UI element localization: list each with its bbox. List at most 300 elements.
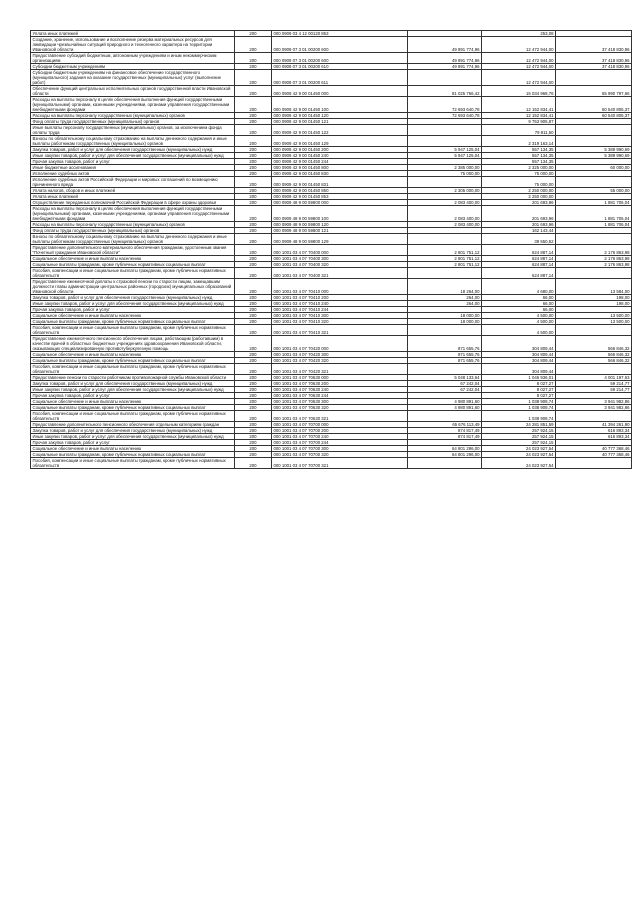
row-approved-amount: 72 693 640,78: [408, 113, 482, 119]
row-remaining-amount: 60 540 806,37: [556, 113, 632, 119]
table-row: [31, 97, 632, 113]
row-line-code: 200: [235, 64, 272, 70]
row-line-code: 200: [235, 194, 272, 200]
row-line-code: 200: [235, 245, 272, 256]
row-description: Предоставление ежемесячного пенсионного обеспечения лицам, работающим (работавшим) в качестве врачей в областных бюджетных учреждениях здравоохранения Ивановской области, оказывающих специализированную противотуберкулезную помощь: [31, 336, 235, 352]
row-executed-amount: 257 924,15: [482, 440, 556, 446]
row-remaining-amount: [556, 325, 632, 336]
row-remaining-amount: 1 881 706,04: [556, 222, 632, 228]
table-row: [31, 53, 632, 64]
row-remaining-amount: 3 941 982,86: [556, 405, 632, 411]
row-executed-amount: 75 000,00: [482, 171, 556, 177]
row-line-code: 200: [235, 262, 272, 268]
row-remaining-amount: 40 777 368,46: [556, 446, 632, 452]
row-line-code: 200: [235, 405, 272, 411]
row-remaining-amount: 198,00: [556, 295, 632, 301]
row-budget-code: 000 1001 03 4 07 70630 300: [272, 399, 408, 405]
table-row: [31, 325, 632, 336]
row-budget-code: 000 1001 03 4 07 70410 321: [272, 325, 408, 336]
row-executed-amount: 253,08: [482, 31, 556, 37]
row-approved-amount: 49 891 774,96: [408, 53, 482, 64]
row-budget-code: 000 1001 03 4 07 70410 320: [272, 319, 408, 325]
row-executed-amount: 201 693,96: [482, 206, 556, 222]
row-approved-amount: 49 891 774,96: [408, 64, 482, 70]
row-budget-code: 000 0909 42 9 00 01450 200: [272, 147, 408, 153]
row-description: Социальное обеспечение и иные выплаты населению: [31, 446, 235, 452]
row-description: Уплата налогов, сборов и иных платежей: [31, 188, 235, 194]
row-executed-amount: 1 038 908,74: [482, 405, 556, 411]
row-remaining-amount: 2 176 863,98: [556, 256, 632, 262]
row-budget-code: 000 0909 42 9 00 01450 831: [272, 177, 408, 188]
row-budget-code: 000 0909 42 9 00 01450 800: [272, 165, 408, 171]
row-description: Иные закупки товаров, работ и услуг для обеспечения государственных (муниципальных) нужд: [31, 387, 235, 393]
row-budget-code: 000 1001 03 4 07 70400 300: [272, 256, 408, 262]
row-approved-amount: 874 817,49: [408, 428, 482, 434]
row-approved-amount: [408, 268, 482, 279]
row-approved-amount: 874 817,49: [408, 434, 482, 440]
row-approved-amount: [408, 136, 482, 147]
row-line-code: 200: [235, 125, 272, 136]
row-description: Расходы на выплаты персоналу в целях обеспечения выполнения функций государственными (муниципальными) органами, казенными учреждениями, органами управления государственными внебюджетными фондами: [31, 206, 235, 222]
row-description: Закупка товаров, работ и услуг для обеспечения государственных (муниципальных) нужд: [31, 147, 235, 153]
row-budget-code: 000 1001 03 4 07 70630 200: [272, 381, 408, 387]
row-executed-amount: 8 027,27: [482, 393, 556, 399]
row-budget-code: 000 1001 03 4 07 70410 300: [272, 313, 408, 319]
row-description: Пособия, компенсации и иные социальные выплаты гражданам, кроме публичных нормативных обязательств: [31, 268, 235, 279]
row-approved-amount: [408, 70, 482, 86]
row-executed-amount: 624 887,14: [482, 256, 556, 262]
row-approved-amount: 264,00: [408, 295, 482, 301]
row-description: Социальное обеспечение и иные выплаты населению: [31, 352, 235, 358]
row-description: Взносы по обязательному социальному страхованию на выплаты денежного содержания и иные выплаты работникам государственных (муниципальных) органов: [31, 136, 235, 147]
table-row: [31, 70, 632, 86]
row-description: Предоставление дополнительного материального обеспечения гражданам, удостоенным звания "Почетный гражданин Ивановской области": [31, 245, 235, 256]
row-executed-amount: 8 027,27: [482, 381, 556, 387]
row-remaining-amount: 59 214,77: [556, 387, 632, 393]
row-description: Прочая закупка товаров, работ и услуг: [31, 159, 235, 165]
row-line-code: 200: [235, 222, 272, 228]
row-description: Субсидии бюджетным учреждениям: [31, 64, 235, 70]
row-description: Исполнение судебных актов Российской Федерации и мировых соглашений по возмещению причиненного вреда: [31, 177, 235, 188]
row-line-code: 200: [235, 97, 272, 113]
row-description: Иные закупки товаров, работ и услуг для обеспечения государственных (муниципальных) нужд: [31, 434, 235, 440]
row-line-code: 200: [235, 422, 272, 428]
row-executed-amount: 12 472 944,00: [482, 37, 556, 53]
row-budget-code: 000 0909 48 9 00 59800 120: [272, 222, 408, 228]
row-line-code: 200: [235, 86, 272, 97]
row-budget-code: 000 0909 42 9 00 01450 122: [272, 125, 408, 136]
row-executed-amount: 66,00: [482, 307, 556, 313]
row-remaining-amount: 13 584,00: [556, 279, 632, 295]
row-line-code: 200: [235, 159, 272, 165]
row-line-code: 200: [235, 31, 272, 37]
row-approved-amount: [408, 125, 482, 136]
row-remaining-amount: 616 893,34: [556, 428, 632, 434]
row-line-code: 200: [235, 119, 272, 125]
row-remaining-amount: 55 000,00: [556, 188, 632, 194]
row-remaining-amount: [556, 411, 632, 422]
row-executed-amount: 24 023 927,54: [482, 446, 556, 452]
row-executed-amount: 201 693,96: [482, 222, 556, 228]
row-remaining-amount: [556, 177, 632, 188]
row-budget-code: 000 0909 42 9 00 01450 100: [272, 97, 408, 113]
row-remaining-amount: 60 000,00: [556, 165, 632, 171]
row-executed-amount: 4 500,00: [482, 319, 556, 325]
row-approved-amount: 18 264,00: [408, 279, 482, 295]
row-executed-amount: 4 500,00: [482, 325, 556, 336]
row-executed-amount: 304 809,44: [482, 336, 556, 352]
row-description: Создание, хранение, использование и восполнение резерва материальных ресурсов для ликвидации чрезвычайных ситуаций природного и техногенного характера на территории Ивановской области: [31, 37, 235, 53]
row-description: Взносы по обязательному социальному страхованию на выплаты денежного содержания и иные выплаты работникам государственных (муниципальных) органов: [31, 234, 235, 245]
row-description: Социальные выплаты гражданам, кроме публичных нормативных социальных выплат: [31, 319, 235, 325]
row-line-code: 200: [235, 53, 272, 64]
row-executed-amount: 2 250 000,00: [482, 194, 556, 200]
row-budget-code: 000 0909 42 9 00 01450 120: [272, 113, 408, 119]
row-description: Закупка товаров, работ и услуг для обеспечения государственных (муниципальных) нужд: [31, 428, 235, 434]
row-line-code: 200: [235, 37, 272, 53]
row-budget-code: 000 1001 03 4 07 70400 320: [272, 262, 408, 268]
row-executed-amount: 304 809,44: [482, 352, 556, 358]
row-approved-amount: 4 980 891,60: [408, 399, 482, 405]
table-row: [31, 245, 632, 256]
row-executed-amount: 24 023 927,54: [482, 458, 556, 469]
expenditure-table: [30, 30, 632, 469]
row-line-code: 200: [235, 171, 272, 177]
row-budget-code: 000 1001 03 4 07 70700 300: [272, 446, 408, 452]
row-budget-code: 000 0909 42 9 00 01450 129: [272, 136, 408, 147]
row-budget-code: 000 1001 03 4 07 70410 000: [272, 279, 408, 295]
row-line-code: 200: [235, 411, 272, 422]
row-line-code: 200: [235, 319, 272, 325]
row-budget-code: 000 1001 03 4 07 70630 320: [272, 405, 408, 411]
row-description: Уплата иных платежей: [31, 31, 235, 37]
table-row: [31, 279, 632, 295]
row-approved-amount: 264,00: [408, 301, 482, 307]
row-approved-amount: 2 801 751,12: [408, 262, 482, 268]
row-executed-amount: 624 887,14: [482, 262, 556, 268]
row-description: Иные закупки товаров, работ и услуг для обеспечения государственных (муниципальных) нужд: [31, 301, 235, 307]
row-line-code: 200: [235, 206, 272, 222]
row-line-code: 200: [235, 234, 272, 245]
row-description: Прочая закупка товаров, работ и услуг: [31, 393, 235, 399]
row-remaining-amount: 3 941 982,86: [556, 399, 632, 405]
row-description: Исполнение судебных актов: [31, 171, 235, 177]
row-approved-amount: [408, 411, 482, 422]
row-executed-amount: 66,00: [482, 295, 556, 301]
row-budget-code: 000 0909 42 9 00 01450 850: [272, 188, 408, 194]
row-description: Субсидии бюджетным учреждениям на финансовое обеспечение государственного (муниципального) задания на оказание государственных (муниципальных) услуг (выполнение работ): [31, 70, 235, 86]
row-executed-amount: 12 152 834,41: [482, 113, 556, 119]
row-line-code: 200: [235, 228, 272, 234]
row-line-code: 200: [235, 307, 272, 313]
row-remaining-amount: 5 389 990,69: [556, 147, 632, 153]
row-budget-code: 000 1001 03 4 07 70630 244: [272, 393, 408, 399]
row-line-code: 200: [235, 452, 272, 458]
row-approved-amount: [408, 325, 482, 336]
row-approved-amount: 75 000,00: [408, 171, 482, 177]
row-description: Пособия, компенсации и иные социальные выплаты гражданам, кроме публичных нормативных обязательств: [31, 411, 235, 422]
row-approved-amount: 67 242,04: [408, 387, 482, 393]
row-line-code: 200: [235, 381, 272, 387]
row-approved-amount: 5 048 133,64: [408, 375, 482, 381]
row-approved-amount: 18 000,00: [408, 313, 482, 319]
row-line-code: 200: [235, 458, 272, 469]
row-line-code: 200: [235, 440, 272, 446]
row-remaining-amount: 198,00: [556, 301, 632, 307]
row-budget-code: 000 1001 03 4 07 70420 300: [272, 352, 408, 358]
row-executed-amount: 15 034 968,76: [482, 86, 556, 97]
row-executed-amount: 12 472 944,00: [482, 53, 556, 64]
row-executed-amount: 162 143,44: [482, 228, 556, 234]
row-approved-amount: 2 801 751,12: [408, 245, 482, 256]
row-description: Осуществление переданных полномочий Российской Федерации в сфере охраны здоровья: [31, 200, 235, 206]
row-line-code: 200: [235, 428, 272, 434]
row-description: Иные закупки товаров, работ и услуг для обеспечения государственных (муниципальных) нужд: [31, 153, 235, 159]
row-budget-code: 000 0909 42 9 00 01450 830: [272, 171, 408, 177]
row-remaining-amount: 4 001 197,63: [556, 375, 632, 381]
row-budget-code: 000 0909 48 9 00 59800 100: [272, 206, 408, 222]
row-approved-amount: 18 000,00: [408, 319, 482, 325]
row-description: Предоставление субсидий бюджетным, автономным учреждениям и иным некоммерческим организациям: [31, 53, 235, 64]
row-executed-amount: 2 325 000,00: [482, 165, 556, 171]
row-executed-amount: 4 500,00: [482, 313, 556, 319]
row-description: Фонд оплаты труда государственных (муниципальных) органов: [31, 228, 235, 234]
table-row: [31, 411, 632, 422]
row-remaining-amount: 2 176 863,98: [556, 245, 632, 256]
row-budget-code: 000 0909 48 9 00 59800 000: [272, 200, 408, 206]
row-budget-code: 000 0909 42 9 00 01450 240: [272, 153, 408, 159]
row-description: Социальные выплаты гражданам, кроме публичных нормативных социальных выплат: [31, 262, 235, 268]
row-line-code: 200: [235, 188, 272, 194]
row-budget-code: 000 0909 07 3 01 00200 600: [272, 53, 408, 64]
row-remaining-amount: 1 881 706,04: [556, 206, 632, 222]
row-budget-code: 000 1001 03 4 07 70400 000: [272, 245, 408, 256]
row-remaining-amount: [556, 125, 632, 136]
row-executed-amount: 2 250 000,00: [482, 188, 556, 194]
row-budget-code: 000 1001 03 4 07 70700 200: [272, 428, 408, 434]
row-line-code: 200: [235, 113, 272, 119]
row-line-code: 200: [235, 256, 272, 262]
row-budget-code: 000 1001 03 4 07 70400 321: [272, 268, 408, 279]
row-budget-code: 000 1001 03 4 07 70700 240: [272, 434, 408, 440]
row-line-code: 200: [235, 375, 272, 381]
row-line-code: 200: [235, 387, 272, 393]
table-row: [31, 458, 632, 469]
table-row: [31, 206, 632, 222]
row-description: Социальное обеспечение и иные выплаты населению: [31, 256, 235, 262]
table-row: [31, 234, 632, 245]
row-line-code: 200: [235, 177, 272, 188]
row-executed-amount: 257 924,15: [482, 434, 556, 440]
row-executed-amount: 557 134,35: [482, 159, 556, 165]
row-executed-amount: 201 693,96: [482, 200, 556, 206]
row-description: Социальные выплаты гражданам, кроме публичных нормативных социальных выплат: [31, 358, 235, 364]
row-budget-code: 000 0909 48 9 00 59800 121: [272, 228, 408, 234]
table-row: [31, 136, 632, 147]
row-description: Фонд оплаты труда государственных (муниципальных) органов: [31, 119, 235, 125]
row-budget-code: 000 1001 03 4 07 70420 000: [272, 336, 408, 352]
row-description: Расходы на выплаты персоналу в целях обеспечения выполнения функций государственными (муниципальными) органами, казенными учреждениями, органами управления государственными внебюджетными фондами: [31, 97, 235, 113]
row-executed-amount: 1 038 908,74: [482, 411, 556, 422]
row-line-code: 200: [235, 336, 272, 352]
row-executed-amount: 2 319 163,14: [482, 136, 556, 147]
row-executed-amount: 257 924,15: [482, 428, 556, 434]
row-executed-amount: 8 027,27: [482, 387, 556, 393]
row-description: Расходы на выплаты персоналу государственных (муниципальных) органов: [31, 113, 235, 119]
row-budget-code: 000 1001 03 4 07 70700 320: [272, 452, 408, 458]
row-approved-amount: 2 083 400,00: [408, 200, 482, 206]
row-description: Прочая закупка товаров, работ и услуг: [31, 307, 235, 313]
row-budget-code: 000 1001 03 4 07 70410 244: [272, 307, 408, 313]
row-approved-amount: [408, 234, 482, 245]
row-executed-amount: 624 887,14: [482, 268, 556, 279]
row-approved-amount: 49 891 774,96: [408, 37, 482, 53]
row-description: Закупка товаров, работ и услуг для обеспечения государственных (муниципальных) нужд: [31, 381, 235, 387]
row-remaining-amount: 5 389 990,69: [556, 153, 632, 159]
row-line-code: 200: [235, 352, 272, 358]
row-description: Социальные выплаты гражданам, кроме публичных нормативных социальных выплат: [31, 405, 235, 411]
row-budget-code: 000 1001 03 4 07 70410 240: [272, 301, 408, 307]
row-line-code: 200: [235, 147, 272, 153]
row-remaining-amount: 13 500,00: [556, 313, 632, 319]
row-approved-amount: 2 801 751,12: [408, 256, 482, 262]
table-row: [31, 336, 632, 352]
row-budget-code: 000 0909 48 9 00 59800 129: [272, 234, 408, 245]
table-row: [31, 177, 632, 188]
row-description: Иные выплаты персоналу государственных (муниципальных) органов, за исключением фонда оплаты труда: [31, 125, 235, 136]
row-budget-code: 000 0909 42 9 00 01450 000: [272, 86, 408, 97]
row-remaining-amount: 2 176 863,98: [556, 262, 632, 268]
row-remaining-amount: 37 418 830,96: [556, 64, 632, 70]
row-approved-amount: 64 801 296,00: [408, 452, 482, 458]
row-executed-amount: 557 134,35: [482, 153, 556, 159]
row-approved-amount: 67 242,04: [408, 381, 482, 387]
row-description: Предоставление пенсии по старости работникам противопожарной службы Ивановской области: [31, 375, 235, 381]
row-executed-amount: 39 550,52: [482, 234, 556, 245]
row-remaining-amount: [556, 458, 632, 469]
row-description: Социальные выплаты гражданам, кроме публичных нормативных социальных выплат: [31, 452, 235, 458]
row-approved-amount: 871 655,76: [408, 336, 482, 352]
row-executed-amount: 75 000,00: [482, 177, 556, 188]
row-line-code: 200: [235, 393, 272, 399]
row-executed-amount: 304 809,44: [482, 364, 556, 375]
row-approved-amount: 5 947 125,04: [408, 153, 482, 159]
row-executed-amount: 12 472 944,00: [482, 70, 556, 86]
row-approved-amount: 65 676 113,49: [408, 422, 482, 428]
row-approved-amount: 2 385 000,00: [408, 165, 482, 171]
row-budget-code: 000 1001 03 4 07 70410 200: [272, 295, 408, 301]
row-budget-code: 000 0909 03 4 12 00120 853: [272, 31, 408, 37]
row-approved-amount: 2 083 400,00: [408, 222, 482, 228]
row-approved-amount: 5 947 125,04: [408, 147, 482, 153]
row-description: Пособия, компенсации и иные социальные выплаты гражданам, кроме публичных нормативных обязательств: [31, 458, 235, 469]
row-approved-amount: 871 655,76: [408, 352, 482, 358]
row-approved-amount: [408, 364, 482, 375]
row-remaining-amount: 566 846,32: [556, 352, 632, 358]
row-approved-amount: 4 980 891,60: [408, 405, 482, 411]
table-row: [31, 364, 632, 375]
row-approved-amount: 64 801 296,00: [408, 446, 482, 452]
row-executed-amount: 304 809,44: [482, 358, 556, 364]
row-remaining-amount: [556, 364, 632, 375]
row-budget-code: 000 1001 03 4 07 70420 320: [272, 358, 408, 364]
row-line-code: 200: [235, 358, 272, 364]
row-remaining-amount: 40 777 368,46: [556, 452, 632, 458]
row-approved-amount: [408, 458, 482, 469]
row-executed-amount: 24 023 927,54: [482, 452, 556, 458]
row-remaining-amount: 616 893,34: [556, 434, 632, 440]
row-remaining-amount: [556, 268, 632, 279]
row-description: Социальное обеспечение и иные выплаты населению: [31, 399, 235, 405]
row-line-code: 200: [235, 200, 272, 206]
row-line-code: 200: [235, 399, 272, 405]
row-line-code: 200: [235, 165, 272, 171]
row-description: Расходы на выплаты персоналу государственных (муниципальных) органов: [31, 222, 235, 228]
row-executed-amount: 624 887,14: [482, 245, 556, 256]
row-executed-amount: 79 811,50: [482, 125, 556, 136]
row-description: Социальное обеспечение и иные выплаты населению: [31, 313, 235, 319]
row-description: Прочая закупка товаров, работ и услуг: [31, 440, 235, 446]
row-budget-code: 000 1001 03 4 07 70630 321: [272, 411, 408, 422]
row-remaining-amount: 65 990 797,66: [556, 86, 632, 97]
row-description: Закупка товаров, работ и услуг для обеспечения государственных (муниципальных) нужд: [31, 295, 235, 301]
row-budget-code: 000 0909 07 3 01 00200 600: [272, 37, 408, 53]
row-description: Иные бюджетные ассигнования: [31, 165, 235, 171]
row-description: Предоставление дополнительного пенсионного обеспечения отдельным категориям граждан: [31, 422, 235, 428]
row-budget-code: 000 1001 03 4 07 70630 240: [272, 387, 408, 393]
row-budget-code: 000 0909 07 3 01 00200 610: [272, 64, 408, 70]
row-description: Уплата иных платежей: [31, 194, 235, 200]
row-approved-amount: 871 655,76: [408, 358, 482, 364]
table-body: [31, 31, 632, 469]
row-line-code: 200: [235, 268, 272, 279]
row-description: Обеспечение функций центральных исполнительных органов государственной власти Ивановской области: [31, 86, 235, 97]
row-approved-amount: 72 693 640,78: [408, 97, 482, 113]
row-line-code: 200: [235, 325, 272, 336]
row-budget-code: 000 0909 42 9 00 01450 244: [272, 159, 408, 165]
row-description: Предоставление ежемесячной доплаты к страховой пенсии по старости лицам, замещавшим должности главы администрации центральных районных (городских) муниципальных образований Ивановской области: [31, 279, 235, 295]
row-budget-code: 000 0909 42 9 00 01450 121: [272, 119, 408, 125]
row-description: Пособия, компенсации и иные социальные выплаты гражданам, кроме публичных нормативных обязательств: [31, 325, 235, 336]
row-approved-amount: [408, 177, 482, 188]
row-executed-amount: 9 753 905,87: [482, 119, 556, 125]
row-budget-code: 000 1001 03 4 07 70700 000: [272, 422, 408, 428]
row-approved-amount: 2 083 400,00: [408, 206, 482, 222]
row-remaining-amount: 37 418 830,96: [556, 53, 632, 64]
row-description: Пособия, компенсации и иные социальные выплаты гражданам, кроме публичных нормативных обязательств: [31, 364, 235, 375]
row-approved-amount: 81 025 766,42: [408, 86, 482, 97]
table-row: [31, 268, 632, 279]
budget-execution-table: [30, 30, 630, 469]
row-approved-amount: 2 305 000,00: [408, 188, 482, 194]
row-budget-code: 000 1001 03 4 07 70700 244: [272, 440, 408, 446]
row-line-code: 200: [235, 364, 272, 375]
row-budget-code: 000 0909 42 9 00 01450 853: [272, 194, 408, 200]
row-line-code: 200: [235, 136, 272, 147]
row-executed-amount: 12 152 834,41: [482, 97, 556, 113]
row-remaining-amount: [556, 234, 632, 245]
table-row: [31, 86, 632, 97]
row-line-code: 200: [235, 446, 272, 452]
row-remaining-amount: 37 418 830,96: [556, 37, 632, 53]
row-line-code: 200: [235, 153, 272, 159]
row-budget-code: 000 1001 03 4 07 70700 321: [272, 458, 408, 469]
row-executed-amount: 557 134,35: [482, 147, 556, 153]
row-line-code: 200: [235, 295, 272, 301]
row-line-code: 200: [235, 70, 272, 86]
row-executed-amount: 24 281 851,59: [482, 422, 556, 428]
row-executed-amount: 66,00: [482, 301, 556, 307]
